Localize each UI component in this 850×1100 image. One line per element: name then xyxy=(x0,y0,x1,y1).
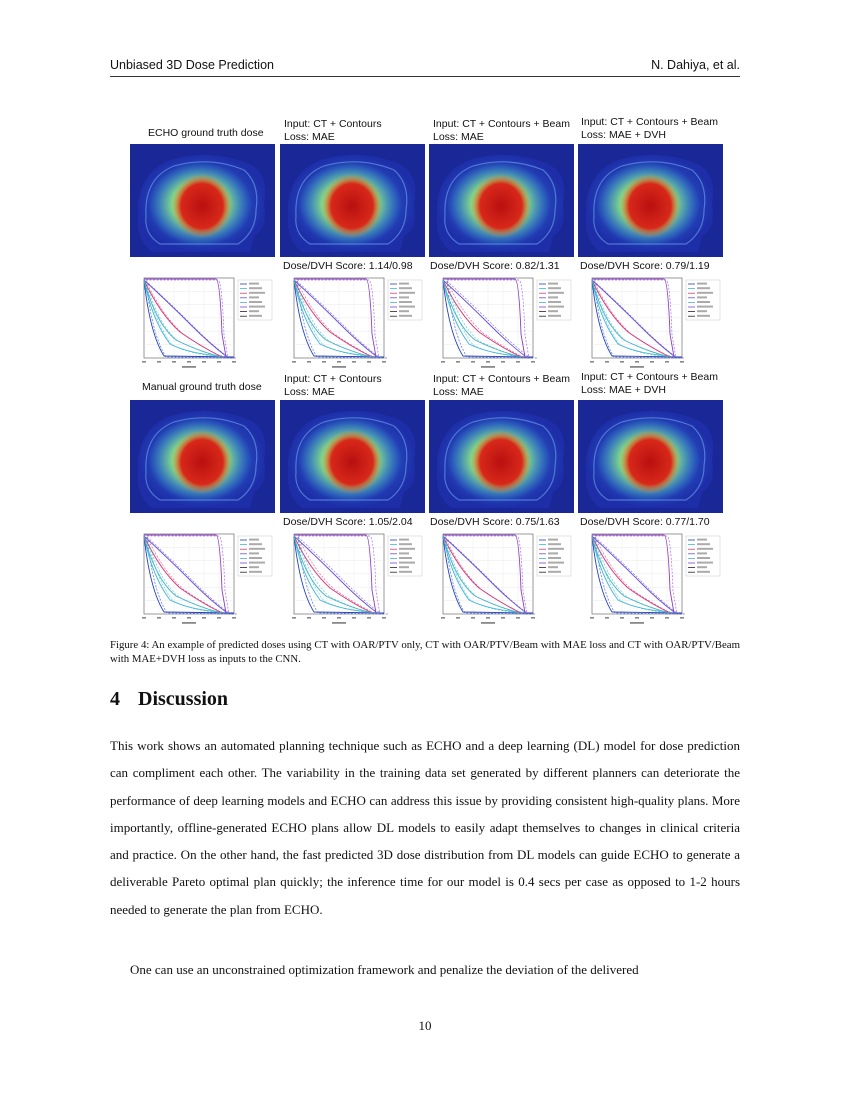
dose-heatmap xyxy=(280,144,425,257)
dvh-plot xyxy=(429,530,574,628)
dose-heatmap xyxy=(578,144,723,257)
page-number: 10 xyxy=(418,1018,432,1033)
body-paragraph: This work shows an automated planning technique such as ECHO and a deep learning (DL) model for dose prediction can compliment each other. The variability in the training data set generated by different planners can deteriorate the performance of deep learning models and ECHO can address this issue by providing consistent high-quality plans. More importantly, offline-generated ECHO plans allow DL models to easily adapt themselves to changes in clinical criteria and practice. On the other hand, the fast predicted 3D dose distribution from DL models can guide ECHO to generate a deliverable Pareto optimal plan quickly; the inference time for our model is 0.4 secs per case as opposed to 1-2 hours needed to generate the plan from ECHO. xyxy=(110,738,740,917)
row1-panel2-score: Dose/DVH Score: 0.82/1.31 xyxy=(430,260,560,272)
figure-caption: Figure 4: An example of predicted doses using CT with OAR/PTV only, CT with OAR/PTV/Beam with MAE loss and CT with OAR/PTV/Beam with MAE+DVH loss as inputs to the CNN. xyxy=(110,639,740,665)
dose-heatmap xyxy=(130,144,275,257)
row2-panel2-loss: Loss: MAE xyxy=(433,386,484,398)
section-title-text: Discussion xyxy=(138,688,229,710)
row2-panel3-score: Dose/DVH Score: 0.77/1.70 xyxy=(580,516,710,528)
row2-panel1-input: Input: CT + Contours xyxy=(284,373,382,385)
dose-heatmap xyxy=(429,400,574,513)
dose-heatmap xyxy=(578,400,723,513)
running-header xyxy=(110,58,740,77)
dvh-plot xyxy=(280,530,425,628)
dose-heatmap xyxy=(429,144,574,257)
figure-4 xyxy=(110,110,740,630)
row1-panel3-loss: Loss: MAE + DVH xyxy=(581,129,666,141)
row2-panel1-loss: Loss: MAE xyxy=(284,386,335,398)
dvh-plot xyxy=(280,274,425,372)
dose-heatmap xyxy=(130,400,275,513)
body-paragraph: One can use an unconstrained optimization framework and penalize the deviation of the delivered xyxy=(130,962,639,977)
row1-panel3-input: Input: CT + Contours + Beam xyxy=(581,116,718,128)
dvh-plot xyxy=(578,274,723,372)
section-heading xyxy=(110,688,228,711)
row2-panel3-loss: Loss: MAE + DVH xyxy=(581,384,666,396)
row1-panel2-input: Input: CT + Contours + Beam xyxy=(433,118,570,130)
row2-label: Manual ground truth dose xyxy=(142,381,262,393)
running-authors: N. Dahiya, et al. xyxy=(651,58,740,72)
row1-panel1-loss: Loss: MAE xyxy=(284,131,335,143)
dvh-plot xyxy=(130,530,275,628)
section-number: 4 xyxy=(110,688,120,710)
row2-panel3-input: Input: CT + Contours + Beam xyxy=(581,371,718,383)
row2-panel1-score: Dose/DVH Score: 1.05/2.04 xyxy=(283,516,413,528)
dvh-plot xyxy=(130,274,275,372)
row1-panel1-score: Dose/DVH Score: 1.14/0.98 xyxy=(283,260,413,272)
row1-panel1-input: Input: CT + Contours xyxy=(284,118,382,130)
row2-panel2-score: Dose/DVH Score: 0.75/1.63 xyxy=(430,516,560,528)
row1-panel3-score: Dose/DVH Score: 0.79/1.19 xyxy=(580,260,710,272)
row1-label: ECHO ground truth dose xyxy=(148,127,264,139)
running-title: Unbiased 3D Dose Prediction xyxy=(110,58,274,72)
row1-panel2-loss: Loss: MAE xyxy=(433,131,484,143)
dose-heatmap xyxy=(280,400,425,513)
row2-panel2-input: Input: CT + Contours + Beam xyxy=(433,373,570,385)
dvh-plot xyxy=(429,274,574,372)
dvh-plot xyxy=(578,530,723,628)
